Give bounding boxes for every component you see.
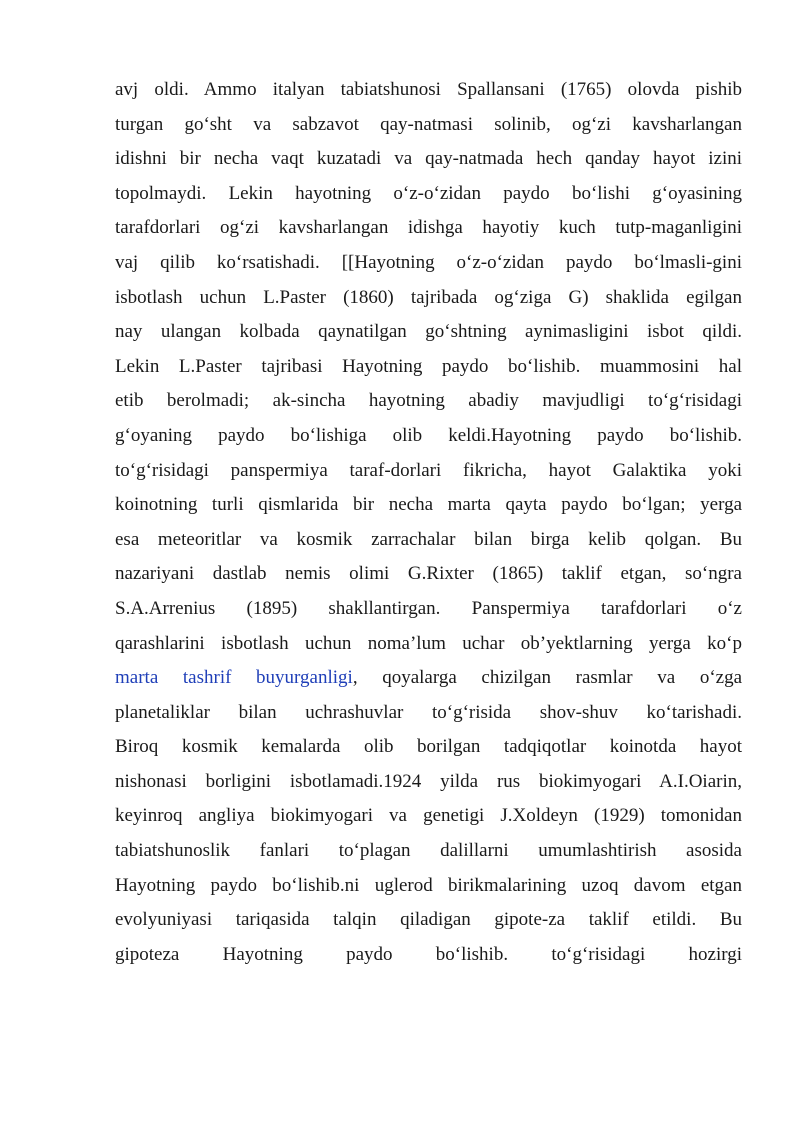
text-line: koinotning turli qismlarida bir necha marta qayta paydo bo‘lgan; yerga bbox=[115, 494, 742, 516]
text-line: turgan go‘sht va sabzavot qay-natmasi solinib, og‘zi kavsharlangan bbox=[115, 113, 742, 135]
link-line-rest: , qoyalarga chizilgan rasmlar va o‘zga bbox=[352, 667, 743, 689]
text-line: nazariyani dastlab nemis olimi G.Rixter (1865) taklif etgan, so‘ngra bbox=[115, 563, 742, 585]
text-line: nay ulangan kolbada qaynatilgan go‘shtning aynimasligini isbot qildi. bbox=[115, 321, 742, 343]
text-line: tabiatshunoslik fanlari to‘plagan dalillarni umumlashtirish asosida bbox=[115, 840, 742, 862]
text-line: nishonasi borligini isbotlamadi.1924 yilda rus biokimyogari A.I.Oiarin, bbox=[115, 770, 742, 792]
text-line: topolmaydi. Lekin hayotning o‘z-o‘zidan paydo bo‘lishi g‘oyasining bbox=[115, 182, 742, 204]
text-line: planetaliklar bilan uchrashuvlar to‘g‘risida shov-shuv ko‘tarishadi. bbox=[115, 701, 742, 723]
inline-link[interactable]: marta tashrif buyurganligi bbox=[115, 667, 353, 689]
text-line: isbotlash uchun L.Paster (1860) tajribada og‘ziga G) shaklida egilgan bbox=[115, 286, 742, 308]
text-line: to‘g‘risidagi panspermiya taraf-dorlari fikricha, hayot Galaktika yoki bbox=[115, 459, 742, 481]
text-line: evolyuniyasi tariqasida talqin qiladigan gipote-za taklif etildi. Bu bbox=[115, 909, 742, 931]
text-line: keyinroq angliya biokimyogari va genetigi J.Xoldeyn (1929) tomonidan bbox=[115, 805, 742, 827]
text-line: etib berolmadi; ak-sincha hayotning abadiy mavjudligi to‘g‘risidagi bbox=[115, 390, 742, 412]
text-line: idishni bir necha vaqt kuzatadi va qay-natmada hech qanday hayot izini bbox=[115, 148, 742, 170]
text-line: Hayotning paydo bo‘lishib.ni uglerod birikmalarining uzoq davom etgan bbox=[115, 874, 742, 896]
text-line: Lekin L.Paster tajribasi Hayotning paydo bo‘lishib. muammosini hal bbox=[115, 355, 742, 377]
text-line: g‘oyaning paydo bo‘lishiga olib keldi.Hayotning paydo bo‘lishib. bbox=[115, 424, 742, 446]
text-line-with-link bbox=[115, 661, 742, 696]
text-line: tarafdorlari og‘zi kavsharlangan idishga hayotiy kuch tutp-maganligini bbox=[115, 217, 742, 239]
text-line: S.A.Arrenius (1895) shakllantirgan. Panspermiya tarafdorlari o‘z bbox=[115, 597, 742, 619]
text-line: avj oldi. Ammo italyan tabiatshunosi Spallansani (1765) olovda pishib bbox=[115, 79, 742, 100]
text-line: gipoteza Hayotning paydo bo‘lishib. to‘g‘risidagi hozirgi bbox=[115, 943, 742, 965]
text-line: qarashlarini isbotlash uchun noma’lum uchar ob’yektlarning yerga ko‘p bbox=[115, 632, 742, 654]
text-line: esa meteoritlar va kosmik zarrachalar bilan birga kelib qolgan. Bu bbox=[115, 528, 742, 550]
text-line: Biroq kosmik kemalarda olib borilgan tadqiqotlar koinotda hayot bbox=[115, 736, 742, 758]
text-line: vaj qilib ko‘rsatishadi. [[Hayotning o‘z-o‘zidan paydo bo‘lmasli-gini bbox=[115, 251, 742, 273]
document-body bbox=[115, 73, 742, 972]
